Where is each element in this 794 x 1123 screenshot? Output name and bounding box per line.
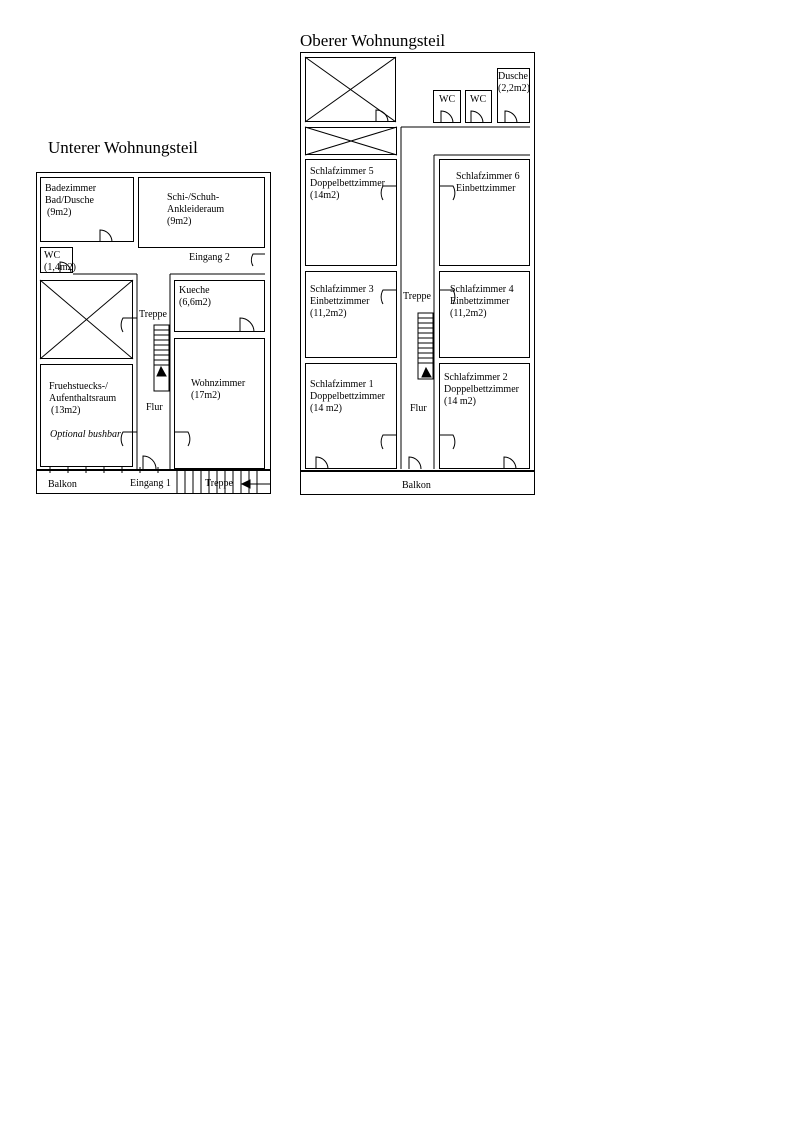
lower-bath-area: (9m2): [47, 207, 72, 218]
lower-kitchen-area: (6,6m2): [179, 297, 211, 308]
lower-outside-stair-label: Treppe: [205, 478, 233, 489]
upper-bedroom-3-area: (11,2m2): [310, 308, 347, 319]
upper-wc-1-label: WC: [439, 94, 456, 105]
lower-living-area: (17m2): [191, 390, 221, 401]
upper-door-icons: [316, 110, 517, 469]
upper-bedroom-6-type: Einbettzimmer: [456, 183, 516, 194]
upper-corridor-label: Flur: [410, 403, 427, 414]
upper-bedroom-3-name: Schlafzimmer 3: [310, 284, 374, 295]
lower-stair-steps: [154, 325, 169, 391]
upper-bedroom-6-name: Schlafzimmer 6: [456, 171, 520, 182]
upper-bedroom-3-type: Einbettzimmer: [310, 296, 370, 307]
lower-entrance-1: Eingang 1: [130, 478, 171, 489]
lower-ski-area: (9m2): [167, 216, 192, 227]
lower-stair-arrow-icon: [157, 367, 166, 376]
upper-bedroom-2-type: Doppelbettzimmer: [444, 384, 519, 395]
lower-stair-label: Treppe: [139, 309, 167, 320]
lower-breakfast-type: Aufenthaltsraum: [49, 393, 117, 404]
lower-bath-type: Bad/Dusche: [45, 195, 94, 206]
upper-stair-arrow-icon: [422, 368, 431, 377]
lower-plan-title: Unterer Wohnungsteil: [48, 138, 198, 157]
lower-ski-type: Ankleideraum: [167, 204, 225, 215]
lower-balcony-label: Balkon: [48, 479, 77, 490]
upper-balcony-label: Balkon: [402, 480, 431, 491]
upper-shower-name: Dusche: [498, 71, 528, 82]
lower-void-cross: [40, 280, 133, 359]
lower-corridor-label: Flur: [146, 402, 163, 413]
lower-breakfast-area: (13m2): [51, 405, 81, 416]
lower-living-name: Wohnzimmer: [191, 378, 246, 389]
lower-ski-name: Schi-/Schuh-: [167, 192, 220, 203]
outside-stair-arrow-icon: [242, 480, 250, 488]
upper-bedroom-4-name: Schlafzimmer 4: [450, 284, 514, 295]
upper-bedroom-5-area: (14m2): [310, 190, 340, 201]
upper-bedroom-5-name: Schlafzimmer 5: [310, 166, 374, 177]
lower-outside-stair: [177, 470, 271, 494]
lower-entrance-2: Eingang 2: [189, 252, 230, 263]
upper-bedroom-2-name: Schlafzimmer 2: [444, 372, 508, 383]
lower-wc-name: WC: [44, 250, 61, 261]
upper-plan-title: Oberer Wohnungsteil: [300, 31, 446, 50]
upper-strip-cross: [305, 127, 397, 155]
upper-stair-label: Treppe: [403, 291, 431, 302]
lower-kitchen-name: Kueche: [179, 285, 210, 296]
lower-balcony-posts: [50, 467, 158, 473]
upper-bedroom-4-type: Einbettzimmer: [450, 296, 510, 307]
upper-wc-2-label: WC: [470, 94, 487, 105]
upper-bedroom-1-type: Doppelbettzimmer: [310, 391, 385, 402]
upper-shower-area: (2,2m2): [498, 83, 530, 94]
upper-bedroom-5-type: Doppelbettzimmer: [310, 178, 385, 189]
upper-bedroom-4-area: (11,2m2): [450, 308, 487, 319]
lower-wc-area: (1,4m2): [44, 262, 76, 273]
upper-bedroom-1-name: Schlafzimmer 1: [310, 379, 374, 390]
upper-bedroom-2-area: (14 m2): [444, 396, 476, 407]
upper-bedroom-1-area: (14 m2): [310, 403, 342, 414]
lower-bath-name: Badezimmer: [45, 183, 97, 194]
lower-breakfast-note: Optional bushbar: [50, 429, 121, 440]
lower-breakfast-name: Fruehstuecks-/: [49, 381, 108, 392]
